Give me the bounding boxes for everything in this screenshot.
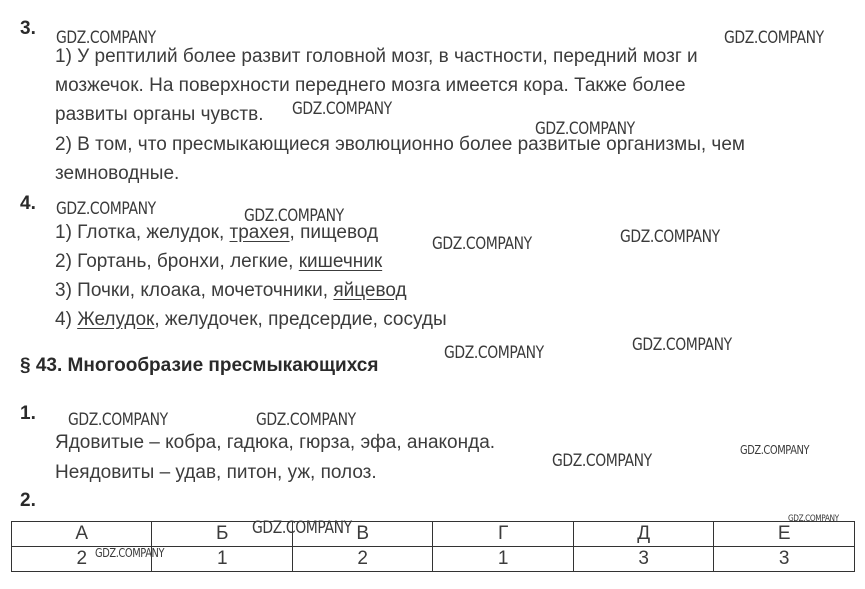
section-question-number-2: 2. [20,490,36,511]
q4-item-2-underlined: кишечник [298,251,383,272]
table-value-cell: 1 [433,547,573,572]
q3-line-3: развиты органы чувств. [55,104,264,125]
q4-item-3 [55,280,407,302]
table-value-cell: 3 [573,547,713,572]
s1-line-1: Ядовитые – кобра, гадюка, гюрза, эфа, анаконда. [55,432,496,453]
q4-item-4 [55,309,447,331]
table-header-cell: Г [433,522,573,547]
watermark: GDZ.COMPANY [788,514,839,524]
table-header-cell: Б [152,522,292,547]
q4-item-2 [55,251,382,273]
table-value-cell: 2 [292,547,432,572]
watermark: GDZ.COMPANY [724,28,824,48]
table-header-cell: Е [714,522,855,547]
q3-line-2: мозжечок. На поверхности переднего мозга имеется кора. Также более [55,75,686,96]
table-header-cell: А [12,522,152,547]
watermark: GDZ.COMPANY [56,199,156,219]
section-title: § 43. Многообразие пресмыкающихся [20,355,379,376]
table-value-cell: 3 [714,547,855,572]
q4-item-1-underlined: трахея [229,222,290,243]
watermark: GDZ.COMPANY [620,227,720,247]
table-value-cell: 2 [12,547,152,572]
question-number-4: 4. [20,193,36,214]
watermark: GDZ.COMPANY [256,410,356,430]
watermark: GDZ.COMPANY [552,451,652,471]
q3-line-4: 2) В том, что пресмыкающиеся эволюционно более развитые организмы, чем [55,134,745,155]
q4-item-4-after: , желудочек, предсердие, сосуды [154,309,447,330]
watermark: GDZ.COMPANY [432,234,532,254]
watermark: GDZ.COMPANY [444,343,544,363]
question-number-3: 3. [20,18,36,39]
watermark: GDZ.COMPANY [56,28,156,48]
watermark: GDZ.COMPANY [632,335,732,355]
watermark: GDZ.COMPANY [95,546,165,560]
watermark: GDZ.COMPANY [68,410,168,430]
q3-line-1: 1) У рептилий более развит головной мозг, в частности, передний мозг и [55,46,698,67]
section-question-number-1: 1. [20,403,36,424]
s1-line-2: Неядовиты – удав, питон, уж, полоз. [55,462,377,483]
watermark: GDZ.COMPANY [244,206,344,226]
watermark: GDZ.COMPANY [535,119,635,139]
q3-line-5: земноводные. [55,163,180,184]
watermark: GDZ.COMPANY [740,443,810,457]
q4-item-3-underlined: яйцевод [333,280,407,301]
q4-item-1-text: 1) Глотка, желудок, [55,222,230,243]
watermark: GDZ.COMPANY [252,518,352,538]
q4-item-3-text: 3) Почки, клоака, мочеточники, [55,280,334,301]
table-header-cell: В [292,522,432,547]
table-value-cell: 1 [152,547,292,572]
q4-item-1-after: , пищевод [289,222,379,243]
q4-item-4-underlined: Желудок [77,309,155,330]
table-header-cell: Д [573,522,713,547]
q4-item-2-text: 2) Гортань, бронхи, легкие, [55,251,299,272]
q4-item-4-text: 4) [55,309,78,330]
watermark: GDZ.COMPANY [292,99,392,119]
answer-table-header-row [12,522,855,547]
